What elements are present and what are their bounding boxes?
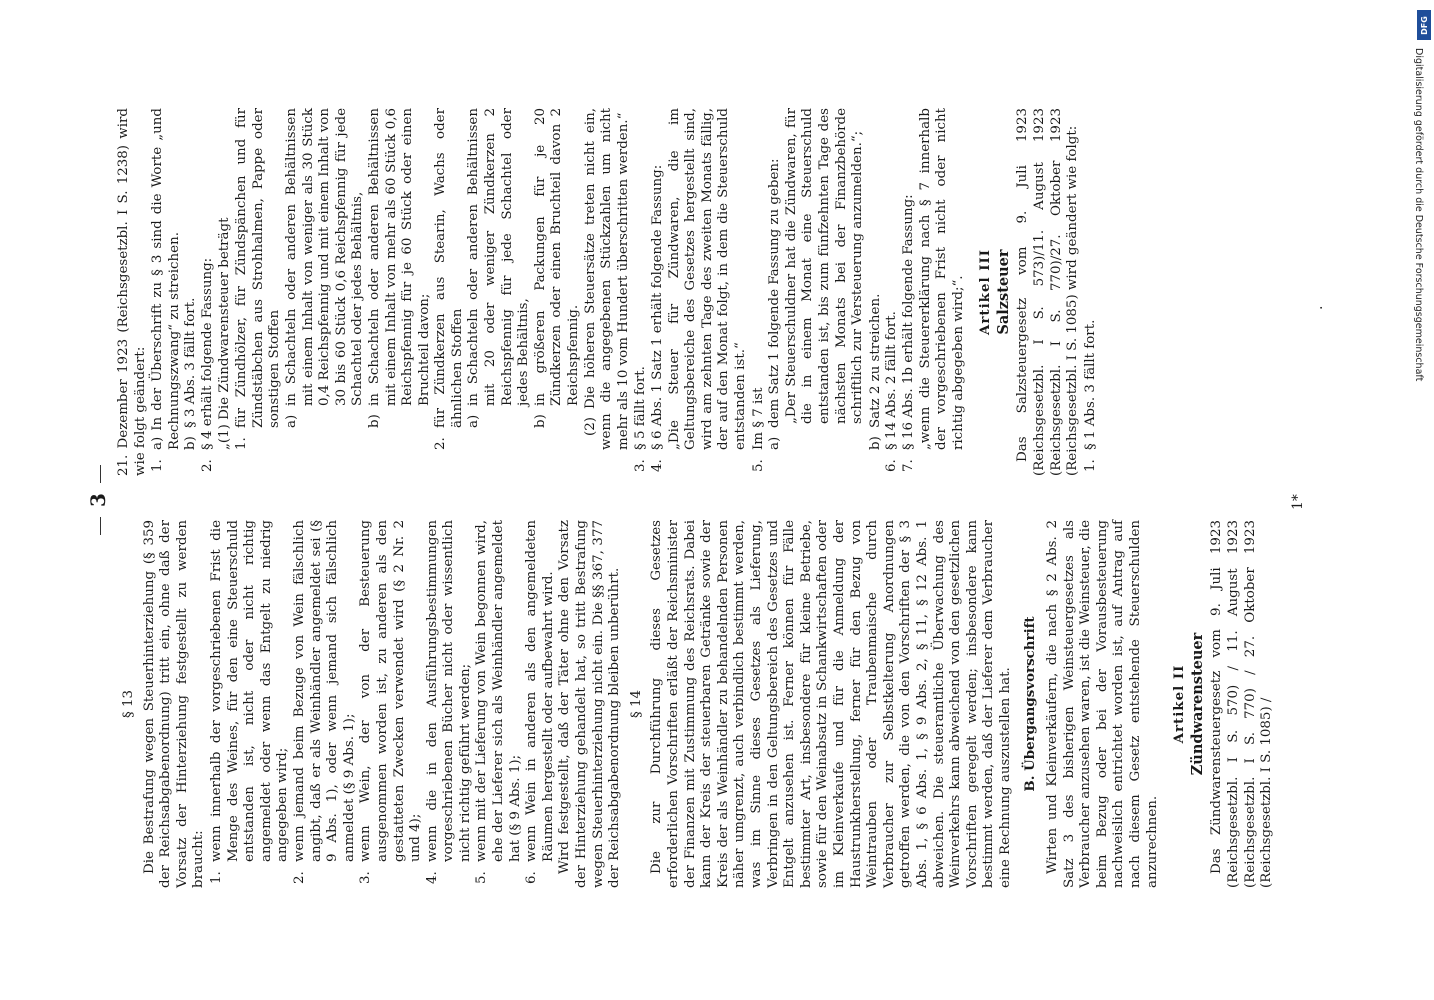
- article-3-heading: Artikel III: [977, 248, 994, 336]
- dash-right: [100, 465, 101, 483]
- list-item: b) in Schachteln oder anderen Behältnissen mit einem Inhalt von mehr als 60 Stück 0,6 Reichspfennig für je 60 Stück oder einen Bruchteil davon;: [366, 108, 432, 428]
- section-13-close: Wird festgestellt, daß der Täter ohne den Vorsatz der Hinterziehung gehandelt hat, so tritt Bestrafung wegen Steuerhinterziehung nicht ein. Die §§ 367, 377 der Reichsabgabenordnung bleiben unberührt.: [557, 520, 623, 888]
- section-14-text: Die zur Durchführung dieses Gesetzes erforderlichen Vorschriften erläßt der Reichsminister der Finanzen mit Zustimmung des Reichsrats. Dabei kann der Kreis der steuerbaren Getränke sowie der Kreis der als Weinhändler zu behandelnden Personen näher umgrenzt, auch verbindlich bestimmt werden, was im Sinne dieses Gesetzes als Lieferung, Verbringen in den Geltungsbereich des Gesetzes und Entgelt anzusehen ist. Ferner können für Fälle bestimmter Art, insbesondere für kleine Betriebe, sowie für den Weinabsatz in Schankwirtschaften oder im Kleinverkaufe und für die Anmeldung der Haustrunkherstellung, ferner für den Bezug von Weintrauben oder Traubenmaische durch Verbraucher zur Selbstkelterung Anordnungen getroffen werden, die von den Vorschriften der § 3 Abs. 1, § 6 Abs. 1, § 9 Abs. 2, § 11, § 12 Abs. 1 abweichen. Die steueramtliche Überwachung des Weinverkehrs kann abweichend von den gesetzlichen Vorschriften geregelt werden; insbesondere kann bestimmt werden, daß der Lieferer dem Verbraucher eine Rechnung auszustellen hat.: [649, 520, 1013, 888]
- section-13-intro: Die Bestrafung wegen Steuerhinterziehung (§ 359 der Reichsabgabenordnung) tritt ein, ohne daß der Vorsatz der Hinterziehung festgestellt zu werden braucht:: [141, 520, 207, 888]
- transition-heading: B. Übergangsvorschrift: [1022, 616, 1039, 792]
- signature-mark: 1*: [1290, 494, 1306, 510]
- section-14-heading: § 14: [628, 690, 644, 718]
- quote: „wenn die Steuererklärung nach § 7 innerhalb der vorgeschriebenen Frist nicht oder nicht richtig abgegeben wird;“.: [917, 108, 966, 450]
- list-item: b) in größeren Packungen für je 20 Zündkerzen oder einen Bruchteil davon 2 Reichspfennig.: [532, 108, 582, 428]
- list-item: 5. Im § 7 ist: [750, 387, 766, 472]
- list-item: 2. für Zündkerzen aus Stearin, Wachs oder ähnlichen Stoffen: [433, 108, 465, 450]
- transition-text: Wirten und Kleinverkäufern, die nach § 2 Abs. 2 Satz 3 des bisherigen Weinsteuergesetzes als Verbraucher anzusehen waren, ist die Weinsteuer, die beim Bezug oder bei der Vorausbesteuerung nachweislich entrichtet worden ist, auf Antrag auf nach diesem Gesetz entstehende Steuerschulden anzurechnen.: [1045, 520, 1160, 888]
- right-intro: 21. Dezember 1923 (Reichsgesetzbl. I S. 1238) wird wie folgt geändert:: [116, 108, 148, 476]
- list-item: 6. § 14 Abs. 2 fällt fort.: [884, 311, 900, 472]
- list-item: 4. wenn die in den Ausführungsbestimmungen vorgeschriebenen Bücher nicht oder wissentlich nicht richtig geführt werden;: [424, 520, 473, 884]
- list-item: 6. wenn Wein in anderen als den angemeldeten Räumen hergestellt oder aufbewahrt wird.: [524, 520, 556, 884]
- paragraph-2: (2) Die höheren Steuersätze treten nicht ein, wenn die angegebenen Stückzahlen um nicht mehr als 10 vom Hundert überschritten werden.“: [582, 108, 631, 450]
- list-item: 4. § 6 Abs. 1 Satz 1 erhält folgende Fassung:: [650, 164, 665, 472]
- list-item: 7. § 16 Abs. 1b erhält folgende Fassung:: [900, 194, 916, 472]
- list-item: 1. § 1 Abs. 3 fällt fort.: [1082, 319, 1098, 472]
- list-item: b) § 3 Abs. 3 fällt fort.: [183, 297, 199, 450]
- dfg-logo-text: DFG: [1419, 15, 1429, 35]
- article-3-title: Salzsteuer: [994, 249, 1012, 335]
- list-item: 1. a) In der Überschrift zu § 3 sind die Worte „und Rechnungszwang“ zu streichen.: [150, 108, 182, 472]
- article-3-text: Das Salzsteuergesetz vom 9. Juli 1923 (Reichsgesetzbl. I S. 573)/11. August 1923 (Reichsgesetzbl. I S. 770)/27. Oktober 1923 (Reichsgesetzbl. I S. 1085) wird geändert wie folgt:: [1015, 108, 1081, 476]
- dash-left: [100, 517, 101, 535]
- digitization-note: Digitalisierung gefördert durch die Deutsche Forschungsgemeinschaft: [1413, 48, 1424, 382]
- dfg-logo-icon: [1417, 10, 1431, 40]
- list-item: 2. wenn jemand beim Bezuge von Wein fälschlich angibt, daß er als Weinhändler angemeldet sei (§ 9 Abs. 1), oder wenn jemand sich fälschlich anmeldet (§ 9 Abs. 1);: [291, 520, 357, 884]
- list-item: a) dem Satz 1 folgende Fassung zu geben:: [767, 158, 783, 450]
- quote: „Der Steuerschuldner hat die Zündwaren, für die in einem Monat eine Steuerschuld entstanden ist, bis zum fünfzehnten Tage des nächsten Monats bei der Finanzbehörde schriftlich zur Versteuerung anzumelden.“;: [783, 108, 866, 424]
- list-item: 1. wenn innerhalb der vorgeschriebenen Frist die Menge des Weines, für den eine Steuerschuld entstanden ist, nicht oder nicht richtig angemeldet oder wenn das Entgelt zu niedrig angegeben wird;: [208, 520, 291, 884]
- article-2-text: Das Zündwarensteuergesetz vom 9. Juli 1923 (Reichsgesetzbl. I S. 570) / 11. August 1923 (Reichsgesetzbl. I S. 770) / 27. Oktober 1923 (Reichsgesetzbl. I S. 1085) /: [1209, 520, 1275, 888]
- right-column: [116, 108, 1099, 476]
- page-number: 3: [86, 493, 110, 507]
- article-2-title: Zündwarensteuer: [1188, 632, 1206, 776]
- list-item: 3. wenn Wein, der von der Besteuerung ausgenommen worden ist, zu anderen als den gestatteten Zwecken verwendet wird (§ 2 Nr. 2 und 4);: [358, 520, 424, 884]
- list-item: 3. § 5 fällt fort.: [633, 366, 649, 472]
- list-item: 5. wenn mit der Lieferung von Wein begonnen wird, ehe der Lieferer sich als Weinhändler angemeldet hat (§ 9 Abs. 1);: [474, 520, 523, 884]
- list-item: 2. § 4 erhält folgende Fassung:: [199, 257, 215, 472]
- list-item: a) in Schachteln oder anderen Behältnissen mit einem Inhalt von weniger als 30 Stück 0,4 Reichspfennig und mit einem Inhalt von 30 bis 60 Stück 0,6 Reichspfennig für jede Schachtel oder jedes Behältnis,: [283, 108, 366, 428]
- page-number-row: [86, 0, 110, 1000]
- article-2-heading: Artikel II: [1171, 664, 1188, 744]
- list-item: a) in Schachteln oder anderen Behältnissen mit 20 oder weniger Zündkerzen 2 Reichspfennig für jede Schachtel oder jedes Behältnis,: [466, 108, 532, 428]
- left-column: [116, 520, 1277, 888]
- paragraph-1: „(1) Die Zündwarensteuer beträgt: [216, 217, 232, 450]
- quote: „Die Steuer für Zündwaren, die im Geltungsbereiche des Gesetzes hergestellt sind, wird am zehnten Tage des zweiten Monats fällig, der auf den Monat folgt, in dem die Steuerschuld entstanden ist.“: [666, 108, 748, 450]
- dot-mark: .: [1310, 305, 1326, 310]
- section-13-heading: § 13: [121, 690, 136, 718]
- list-item: b) Satz 2 zu streichen.: [867, 293, 883, 450]
- list-item: 1. für Zündhölzer, für Zündspänchen und für Zündstäbchen aus Strohhalmen, Pappe oder sonstigen Stoffen: [234, 108, 283, 450]
